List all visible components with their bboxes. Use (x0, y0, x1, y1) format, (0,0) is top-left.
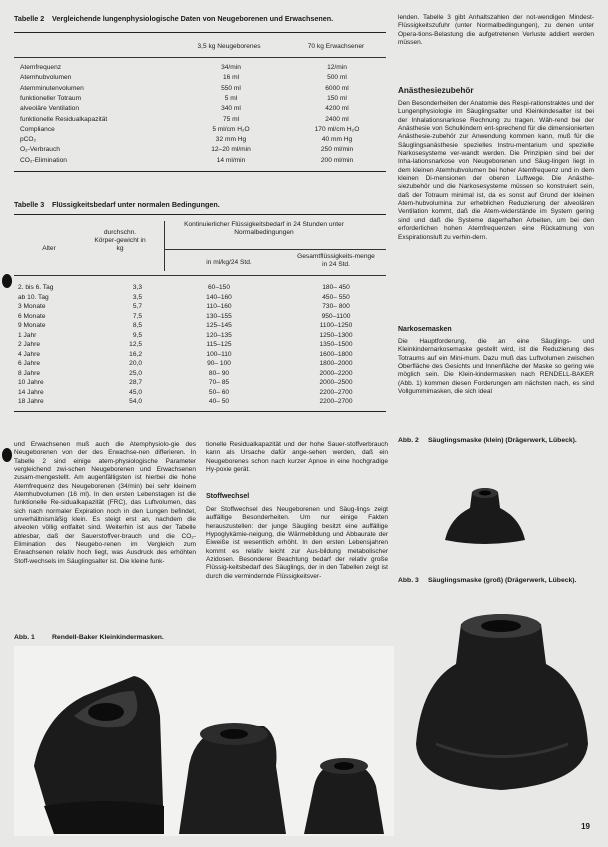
table3-h-mlkg: in ml/kg/24 Std. (206, 259, 252, 266)
table2-cell: 6000 ml (325, 84, 349, 92)
table3-cell: 14 Jahre (18, 388, 44, 396)
table3-row (14, 378, 386, 387)
table3-row (14, 397, 386, 406)
abb2-caption (398, 437, 594, 446)
masken-paragraph: Die Hauptforderung, die an eine Säuglings- und Kleinkindernarkosemaske gestellt wird, ist die Reduzierung des Totraums auf ein Mini-mum. Dazu muß das Luftvolumen zwischen Oberfläche des Gesichts und Innenfläche der Maske so gering wie möglich sein. Die Klein-kindermasken nach RENDELL-BAKER (Abb. 1) kommen diesen Forderungen am nächsten nach, es sind Vollgummimasken, die sich ideal (398, 338, 594, 396)
table2-row (14, 104, 386, 113)
table3-cell: 115–125 (206, 341, 232, 348)
page-number: 19 (581, 822, 590, 831)
table3-cell: 28,7 (129, 379, 142, 386)
section-heading-masken: Narkosemasken (398, 326, 452, 333)
table2-cell: 550 ml (221, 84, 241, 92)
table3-cell: 2000–2500 (319, 379, 353, 386)
table3-cell: 16,2 (129, 350, 142, 358)
table3-cell: 12,5 (129, 341, 142, 348)
table2-cell: 40 mm Hg (321, 136, 353, 144)
table3-cell: 20,0 (129, 360, 142, 367)
table3-cell: 730– 800 (322, 303, 350, 310)
table3-row (14, 359, 386, 368)
table3-cell: 6 Jahre (18, 360, 40, 367)
table3-row (14, 350, 386, 359)
table3-cell: 1350–1500 (319, 341, 353, 348)
table2-cell: CO₂-Elimination (20, 156, 67, 164)
table3-col-rule (164, 221, 165, 271)
table3-sub-rule (164, 249, 386, 250)
table3-number: Tabelle 3 (14, 200, 45, 209)
table3-cell: 1100–1250 (319, 322, 353, 329)
table2-cell: 5 ml/cm H₂O (212, 125, 250, 133)
table2-row (14, 84, 386, 93)
right-intro-paragraph: lenden. Tabelle 3 gibt Anhaltszahlen der not-wendigen Mindest-Flüssigkeitszufuhr (unter Normalbedingungen), zu denen unter Opera-tions-Belastung die aufgetretenen Verluste addiert werden müssen. (398, 14, 594, 47)
table3-cell: 3,3 (132, 284, 142, 291)
table2-row (14, 115, 386, 124)
table2-cell: Atemfrequenz (20, 64, 62, 71)
table3-h-age: Alter (42, 245, 56, 252)
table2-cell: Atemminutenvolumen (20, 84, 84, 92)
table2-cell: Atemhubvolumen (20, 74, 72, 82)
zubehoer-paragraph: Den Besonderheiten der Anatomie des Respi-rationstraktes und der Lungenphysiologie im Säuglingsalter und Kleinkindesalter ist bei der Inhalationsnarkose Rechnung zu tragen. Wäh-rend bei der Anästhesie von Schulkindern ent-sprechend für die dimensionierten Anästhesie-zubehör zur Anwendung kommen kann, muß für die Säuglingsanästhesie spezielles Instru-mentarium und spezielle Narkosesysteme ver-wandt werden. Die Prinzipien sind bei der Inha-lationsnarkose von Neugeborenen und Säug-lingen liegt in dem kleinen Atemhubvolumen bei hoher Atemfrequenz und in dem kleinen Di-mensionen der oberen Luftwege. Die Anästhe-siezubehör und die Narkosesysteme müssen so konstruiert sein, daß der Totraum minimal ist, da es sonst auf Grund der kleinen Atem-hubvolumina zur erheblichen Reduzierung der alveolären Ventilation kommt, daß die Atem-widerstände im System gering sind und daß die Systeme dagerhaften Arbeiten, um bei den erforderlichen hohen Atemfrequenzen eine Rückatmung von Exspirationsluft zu verhin-dern. (398, 100, 594, 241)
table2-cell: 4200 ml (325, 105, 349, 113)
mid-bottom-paragraph-b: Der Stoffwechsel des Neugeborenen und Säug-lings zeigt auffällige Besonderheiten. Um nur einige Fakten herauszustellen: der junge Säugling besitzt eine auffällige Hypoglykämie-neigung, die Wärmebildung und Abbaurate der Eiweiße ist wesentlich erhöht. In den ersten Lebensjahren kommt es relativ leicht zur Aus-bildung metabolischer Azidosen. Besonderer Beachtung bedarf der relativ große Flüssig-keitsbedarf des Säuglings, der in den Tabellen zeigt ist durch die vermindernde Flüssigkeitsver- (206, 506, 388, 580)
table3-cell: 2. bis 6. Tag (18, 284, 54, 291)
table3-cell: 25,0 (129, 369, 142, 377)
table2-cell: 150 ml (327, 94, 347, 102)
table3-row (14, 321, 386, 330)
table3-cell: 45,0 (129, 388, 142, 396)
table2-cell: 16 ml (222, 74, 240, 82)
table2-row (14, 63, 386, 72)
table3-row (14, 388, 386, 397)
table2-cell: pCO₂ (20, 136, 37, 144)
table3-cell: 80– 90 (208, 369, 230, 377)
table2-col-adult: 70 kg Erwachsener (307, 43, 365, 50)
table3-cell: 8,5 (132, 322, 142, 329)
table2-row (14, 156, 386, 165)
table3-cell: 1250–1300 (319, 331, 353, 339)
table3-h-need: Kontinuierlicher Flüssigkeitsbedarf in 24 Stunden unter Normalbedingungen (184, 221, 344, 236)
table3-cell: 4 Jahre (18, 350, 40, 358)
table2-cell: 5 ml (224, 94, 238, 102)
table3-cell: 10 Jahre (18, 379, 44, 386)
table3-cell: 6 Monate (18, 312, 46, 320)
abb3-label: Abb. 3 (398, 577, 419, 584)
abb2-text: Säuglingsmaske (klein) (Drägerwerk, Lübeck). (428, 437, 577, 444)
table3-row (14, 283, 386, 292)
table3-caption (14, 200, 220, 209)
table3-cell: 1600–1800 (319, 350, 353, 358)
table3-header-rule (14, 275, 386, 276)
punch-hole (2, 274, 12, 288)
table3-row (14, 312, 386, 321)
table2-cell: alveoläre Ventilation (20, 105, 80, 113)
table2-cell: 170 ml/cm H₂O (314, 125, 360, 133)
abb1-label: Abb. 1 (14, 634, 35, 641)
abb3-text: Säuglingsmaske (groß) (Drägerwerk, Lübeck). (428, 577, 577, 584)
table3-cell: 60–150 (207, 284, 230, 291)
table3-title: Flüssigkeitsbedarf unter normalen Bedingungen. (52, 200, 220, 209)
table3-cell: 110–160 (206, 303, 232, 310)
table3 (14, 214, 386, 412)
table2-cell: 75 ml (222, 115, 240, 123)
table2-cell: 500 ml (327, 74, 347, 82)
table3-cell: 9 Monate (18, 322, 46, 329)
table2-cell: funktioneller Totraum (20, 94, 82, 102)
abb1-photo (14, 646, 394, 836)
table3-cell: 9,5 (132, 331, 142, 339)
abb2-photo (440, 478, 530, 548)
table3-cell: 2200–2700 (319, 398, 353, 405)
table3-cell: 125–145 (206, 322, 232, 329)
table2-row (14, 73, 386, 82)
abb1-text: Rendell-Baker Kleinkindermasken. (52, 634, 164, 641)
table3-cell: 18 Jahre (18, 398, 44, 405)
table3-cell: 5,7 (132, 303, 142, 310)
table2-row (14, 125, 386, 134)
table2-cell: 34/min (221, 64, 241, 71)
table3-cell: 8 Jahre (18, 369, 40, 377)
table2-cell: funktionelle Residualkapazität (20, 115, 108, 123)
table2-row (14, 135, 386, 144)
section-heading-stoffwechsel: Stoffwechsel (206, 493, 250, 500)
table2-title: Vergleichende lungenphysiologische Daten von Neugeborenen und Erwachsenen. (52, 14, 334, 23)
abb3-photo (406, 594, 596, 794)
table3-cell: 2200–2700 (319, 388, 353, 396)
table3-row (14, 369, 386, 378)
table3-cell: 7,5 (132, 312, 142, 320)
table3-cell: 140–160 (206, 293, 232, 301)
table2-cell: 12–20 ml/min (211, 146, 251, 154)
table3-h-weight: durchschn. Körper-gewicht in kg (94, 229, 146, 252)
table2-cell: 32 mm Hg (215, 136, 247, 144)
punch-hole (2, 448, 12, 462)
table2-cell: Compliance (20, 125, 55, 133)
abb1-caption (14, 634, 394, 643)
table3-row (14, 302, 386, 311)
table3-row (14, 331, 386, 340)
table3-cell: 180– 450 (322, 284, 350, 291)
table2-header-rule (14, 57, 386, 58)
table3-cell: 50– 60 (208, 388, 230, 396)
table2-col-newborn: 3,5 kg Neugeborenes (197, 43, 261, 50)
table3-h-total: Gesamtflüssigkeits-menge in 24 Std. (297, 253, 375, 268)
table2-cell: 200 ml/min (320, 156, 354, 164)
table3-cell: 3 Monate (18, 303, 46, 310)
table2-number: Tabelle 2 (14, 14, 45, 23)
table3-cell: ab 10. Tag (18, 293, 49, 301)
table3-cell: 40– 50 (208, 398, 230, 405)
abb3-caption (398, 577, 594, 586)
table3-row (14, 340, 386, 349)
table2-cell: O₂-Verbrauch (20, 146, 60, 154)
left-bottom-paragraph: und Erwachsenen muß auch die Atemphysiolo-gie des Neugeborenen von der des Erwachse-nen differieren. In Tabelle 2 sind einige atem-physiologische Parameter vergleichend zwi-schen Neugeborenen und Erwachsenen zusam-mengestellt. Am augenfälligsten ist hierbei die hohe Atemfrequenz des Neugeborenen (34/min) bei sehr kleinem Atemhubvolumen (16 ml). In den ersten Lebenstagen ist die funktionelle Re-sidualkapazität (FRC), das Luftvolumen, das sich nach normaler Expiration noch in den Lungen befindet, unverhältnismäßig klein. Es steigt erst an, nachdem die alveolen völlig entfaltet sind. Weiterhin ist aus der Tabelle ablesbar, daß der Sauerstoffver-brauch und die CO₂-Elimination des Neugebo-renen im Vergleich zum Erwachsenen relativ hoch liegt, was Ausdruck des erhöhten Stoff-wechsels im Säuglingsalter ist. Die kleine funk- (14, 441, 196, 565)
table3-cell: 950–1100 (321, 312, 351, 320)
table2-caption (14, 14, 333, 23)
table2-cell: 12/min (327, 64, 347, 71)
table3-cell: 2 Jahre (18, 341, 40, 348)
abb2-label: Abb. 2 (398, 437, 419, 444)
table3-cell: 120–135 (206, 331, 232, 339)
section-heading-zubehoer: Anästhesiezubehör (398, 86, 474, 95)
table3-cell: 3,5 (132, 293, 142, 301)
table3-cell: 90– 100 (207, 360, 231, 367)
table2-row (14, 94, 386, 103)
table2-cell: 340 ml (221, 105, 241, 113)
table3-cell: 70– 85 (208, 379, 230, 386)
table3-cell: 130–155 (206, 312, 232, 320)
table3-cell: 1800–2000 (319, 360, 353, 367)
table2-row (14, 145, 386, 154)
table3-cell: 100–110 (206, 350, 232, 358)
table3-cell: 1 Jahr (18, 331, 37, 339)
table3-cell: 450– 550 (322, 293, 350, 301)
table2 (14, 32, 386, 172)
table2-cell: 2400 ml (325, 115, 349, 123)
table2-cell: 250 ml/min (320, 146, 354, 154)
mid-bottom-paragraph-a: tionelle Residualkapazität und der hohe Sauer-stoffverbrauch kann als Ursache dafür ange-sehen werden, daß ein Neugeborenes schon nach kurzer Apnoe in eine hochgradige Hy-poxie gerät. (206, 441, 388, 474)
table3-row (14, 293, 386, 302)
table2-cell: 14 ml/min (216, 156, 246, 164)
table3-cell: 2000–2200 (319, 369, 353, 377)
table3-cell: 54,0 (129, 398, 142, 405)
